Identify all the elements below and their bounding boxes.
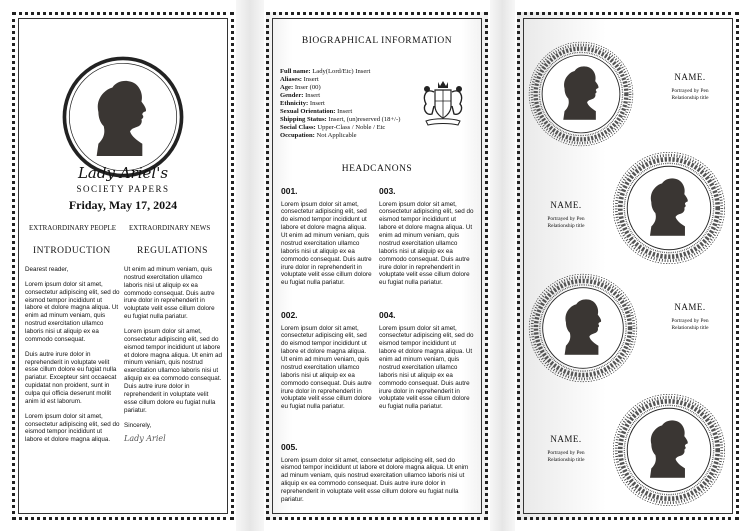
lace-cameo-portrait (527, 272, 639, 384)
bio-row: Social Class: Upper-Class / Noble / Etc (280, 124, 386, 132)
headcanon-text: Lorem ipsum dolor sit amet, consectetur adipiscing elit, sed do eismod tempor incididunt ut labore et dolore magna aliqua. Ut enim ad minum veniam, quis nostrud exercitation ullamco laboris nisi ut aliquip ex ea commodo consequat. Duis autre irure dolor in reprehenderit in voluptate velit esse cillum dolore eu fugiat nulla pariatur. (379, 200, 474, 287)
headcanon-text: Lorem ipsum dolor sit amet, consectetur adipiscing elit, sed do eismod tempor incididunt ut labore et dolore magna aliqua. Ut enim ad minum veniam, quis nostrud exercitation ullamco laboris nisi ut aliquip ex ea commodo consequat. Duis autre irure dolor in reprehenderit in voluptate velit esse cillum dolore eu fugiat nulla pariatur. (281, 456, 469, 503)
headcanon-block (379, 310, 474, 411)
character-relationship: Relationship title (547, 223, 585, 230)
intro-paragraph: Duis autre irure dolor in reprehenderit in voluptate velit esse cillum dolore eu fugiat nulla pariatur. Excepteur sint occaecat cupidatat non proident, sunt in culpa qui officia deserunt mollit anim id est laborum. (25, 350, 117, 405)
headcanon-block (379, 186, 474, 287)
character-card (645, 302, 735, 332)
character-card (645, 72, 735, 102)
bio-row: Occupation: Not Applicable (280, 132, 357, 140)
character-name: NAME. (674, 72, 706, 82)
publication-title: Lady Ariel's (77, 164, 169, 182)
headcanon-text: Lorem ipsum dolor sit amet, consectetur adipiscing elit, sed do eismod tempor incididunt ut labore et dolore magna aliqua. Ut enim ad minum veniam, quis nostrud exercitation ullamco laboris nisi ut aliquip ex ea commodo consequat. Duis autre irure dolor in reprehenderit in voluptate velit esse cillum dolore eu fugiat nulla pariatur. (281, 200, 372, 287)
headcanon-number: 003. (379, 186, 396, 196)
intro-paragraph: Lorem ipsum dolor sit amet, consectetur adipiscing elit, sed do eismod tempor incididunt ut labore et dolore magna aliqua. (25, 412, 120, 444)
intro-paragraph: Lorem ipsum dolor sit amet, consectetur adipiscing elit, sed do eismod tempor incididunt ut labore et dolore magna aliqua. Ut enim ad minum veniam, quis nostrud exercitation ullamco laboris nisi ut aliquip ex ea commodo consequat. (25, 280, 120, 343)
character-portrayed-by: Portrayed by Pen (547, 216, 585, 222)
headcanon-block (281, 442, 475, 504)
panel-characters (517, 12, 739, 520)
character-name: NAME. (550, 434, 582, 444)
bio-row: Ethnicity: Insert (280, 100, 325, 108)
regulations-paragraph: Ut enim ad minum veniam, quis nostrud exercitation ullamco laboris nisi ut aliquip ex ea commodo consequat. Duis autre irure dolor in reprehenderit in voluptate velit esse cillum dolore eu fugiat nulla pariatur. (124, 266, 215, 321)
headcanon-number: 004. (379, 310, 396, 320)
character-relationship: Relationship title (671, 95, 709, 102)
gutter (236, 0, 264, 531)
sign-off: Sincerely, (124, 422, 152, 430)
character-relationship: Relationship title (547, 457, 585, 464)
tagline-left: EXTRAORDINARY PEOPLE (29, 224, 117, 232)
headcanon-block (281, 310, 374, 411)
regulations-column (124, 266, 222, 444)
bio-row: Shipping Status: Insert, (un)reserved (18+/-) (280, 116, 401, 124)
lace-cameo-portrait (527, 40, 635, 148)
introduction-heading: INTRODUCTION (33, 246, 111, 256)
publication-subtitle: SOCIETY PAPERS (76, 184, 170, 194)
tagline-right: EXTRAORDINARY NEWS (129, 224, 211, 232)
lace-cameo-portrait (611, 150, 727, 266)
regulations-heading: REGULATIONS (137, 246, 208, 256)
headcanon-block (281, 186, 374, 287)
signature: Lady Ariel (124, 434, 166, 444)
cameo-portrait (62, 56, 184, 178)
bio-row: Full name: Lady(Lord/Etc) Insert (280, 68, 371, 75)
intro-greeting: Dearest reader, (25, 266, 69, 273)
headcanon-text: Lorem ipsum dolor sit amet, consectetur adipiscing elit, sed do eismod tempor incididunt ut labore et dolore magna aliqua. Ut enim ad minum veniam, quis nostrud exercitation ullamco laboris nisi ut aliquip ex ea commodo consequat. Duis autre irure dolor in reprehenderit in voluptate velit esse cillum dolore eu fugiat nulla pariatur. (281, 324, 372, 411)
publication-date: Friday, May 17, 2024 (68, 198, 178, 212)
bio-row: Aliases: Insert (280, 76, 319, 84)
panel-cover (12, 12, 234, 520)
bio-list (280, 68, 400, 140)
bio-row: Age: Inser (00) (280, 84, 321, 92)
character-card (521, 200, 611, 230)
character-name: NAME. (674, 302, 706, 312)
bio-row: Gender: Insert (280, 92, 321, 100)
character-relationship: Relationship title (671, 325, 709, 332)
headcanon-text: Lorem ipsum dolor sit amet, consectetur adipiscing elit, sed do eismod tempor incididunt ut labore et dolore magna aliqua. Ut enim ad minum veniam, quis nostrud exercitation ullamco laboris nisi ut aliquip ex ea commodo consequat. Duis autre irure dolor in reprehenderit in voluptate velit esse cillum dolore eu fugiat nulla pariatur. (379, 324, 474, 411)
character-name: NAME. (550, 200, 582, 210)
character-portrayed-by: Portrayed by Pen (671, 88, 709, 94)
character-portrayed-by: Portrayed by Pen (547, 450, 585, 456)
headcanons-heading: HEADCANONS (341, 164, 413, 174)
lace-cameo-portrait (611, 392, 727, 508)
introduction-column (25, 266, 121, 451)
character-card (521, 434, 611, 464)
coat-of-arms-icon (418, 74, 468, 128)
bio-heading: BIOGRAPHICAL INFORMATION (301, 36, 453, 46)
bio-row: Sexual Orientation: Insert (280, 108, 353, 116)
headcanon-number: 001. (281, 186, 298, 196)
panel-biography (266, 12, 488, 520)
gutter (490, 0, 515, 531)
headcanon-number: 002. (281, 310, 298, 320)
character-portrayed-by: Portrayed by Pen (671, 318, 709, 324)
headcanon-number: 005. (281, 442, 298, 452)
regulations-paragraph: Lorem ipsum dolor sit amet, consectetur adipiscing elit, sed do eismod tempor incididunt ut labore et dolore magna aliqua. Ut enim ad minum veniam, quis nostrud exercitation ullamco laboris nisi ut aliquip ex ea commodo consequat. Duis autre irure dolor in reprehenderit in voluptate velit esse cillum dolore eu fugiat nulla pariatur. (124, 328, 223, 414)
